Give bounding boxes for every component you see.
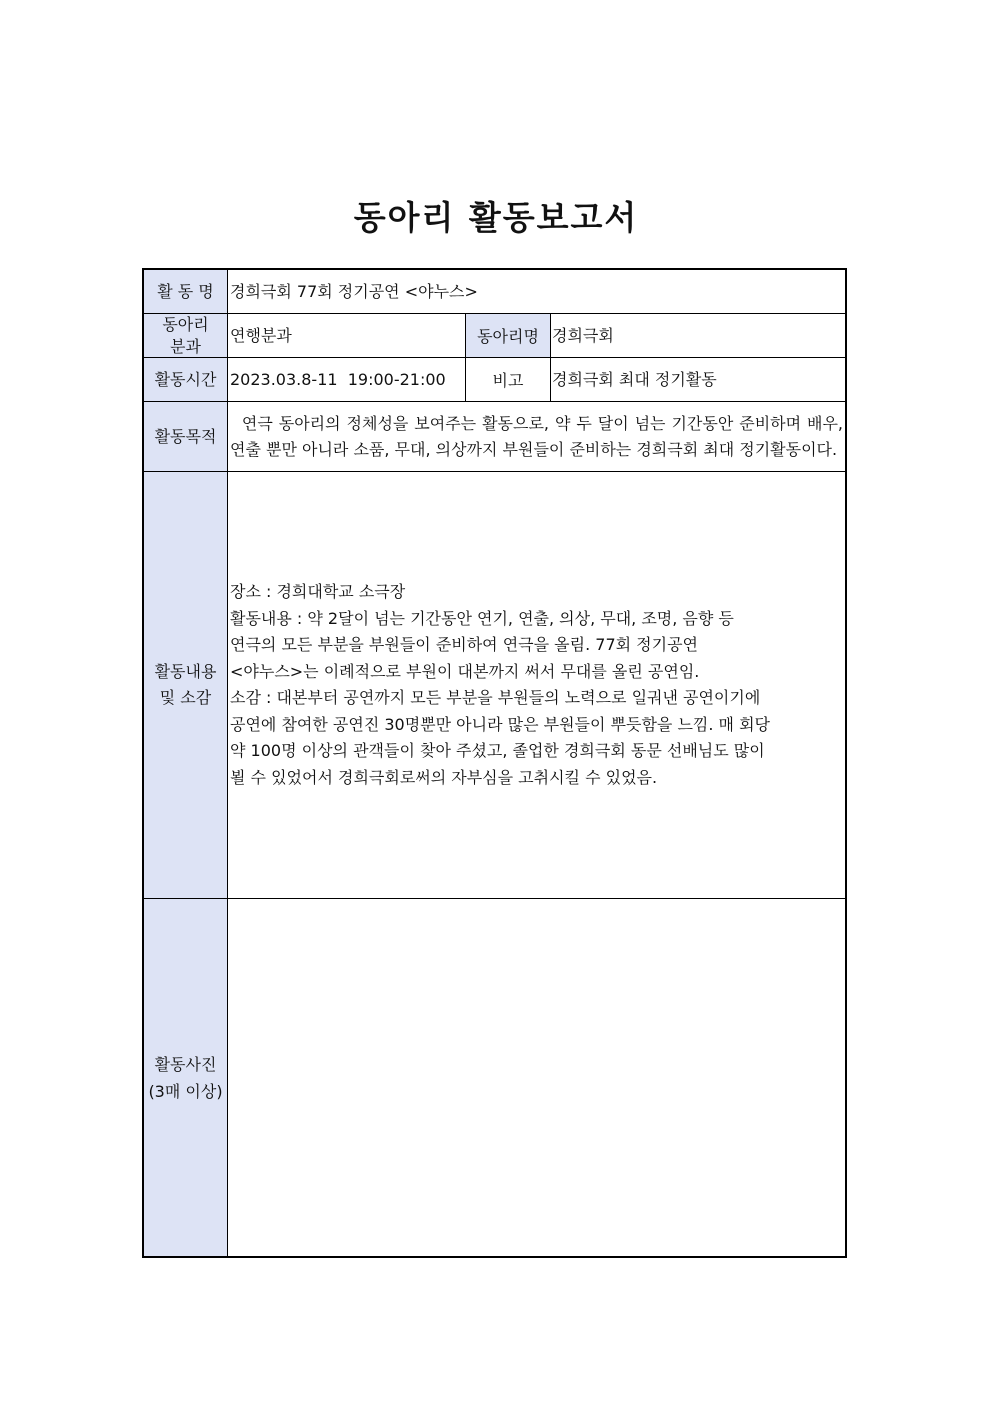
content-line: 장소 : 경희대학교 소극장: [230, 582, 406, 601]
label-content-line2: 및 소감: [159, 688, 212, 707]
content-line: 뵐 수 있었어서 경희극회로써의 자부심을 고취시킬 수 있었음.: [230, 767, 658, 787]
label-activity-time: 활동시간: [144, 358, 228, 401]
report-table: [142, 268, 847, 1258]
row-club-category: [144, 314, 845, 358]
activity-name-value[interactable]: 경희극회 77회 정기공연 <야누스>: [230, 281, 478, 301]
purpose-cell[interactable]: [229, 402, 849, 471]
label-activity-name: 활 동 명: [144, 270, 228, 313]
content-line: 활동내용 : 약 2달이 넘는 기간동안 연기, 연출, 의상, 무대, 조명, 음향 등: [230, 608, 734, 628]
activity-time-value[interactable]: 2023.03.8-11 19:00-21:00: [230, 369, 446, 389]
label-photos: [144, 899, 228, 1256]
label-content: [144, 472, 228, 898]
label-purpose: 활동목적: [144, 402, 228, 471]
note-value[interactable]: 경희극회 최대 정기활동: [552, 369, 717, 389]
label-note: 비고: [465, 358, 551, 401]
content-line: 약 100명 이상의 관객들이 찾아 주셨고, 졸업한 경희극회 동문 선배님도 많이: [230, 741, 765, 760]
photos-area[interactable]: [229, 899, 844, 1256]
purpose-value: 연극 동아리의 정체성을 보여주는 활동으로, 약 두 달이 넘는 기간동안 준비하며 배우, 연출 뿐만 아니라 소품, 무대, 의상까지 부원들이 준비하는 경희극회 최대 정기활동이다.: [230, 413, 849, 459]
label-photos-line1: 활동사진: [154, 1054, 217, 1074]
content-line: 연극의 모든 부분을 부원들이 준비하여 연극을 올림. 77회 정기공연: [230, 635, 698, 654]
label-photos-line2: (3매 이상): [148, 1081, 223, 1101]
row-photos: [144, 899, 845, 1256]
row-purpose: [144, 402, 849, 472]
label-club-category-line2: 분과: [170, 336, 201, 356]
club-category-value[interactable]: 연행분과: [230, 325, 292, 345]
content-line: <야누스>는 이례적으로 부원이 대본까지 써서 무대를 올린 공연임.: [230, 661, 700, 681]
club-name-value[interactable]: 경희극회: [552, 325, 614, 345]
label-club-category-line1: 동아리: [162, 314, 209, 334]
content-cell[interactable]: [229, 472, 844, 898]
document-title: 동아리 활동보고서: [353, 198, 639, 237]
content-line: 소감 : 대본부터 공연까지 모든 부분을 부원들의 노력으로 일궈낸 공연이기에: [230, 688, 761, 707]
label-club-name: 동아리명: [465, 314, 551, 357]
content-line: 공연에 참여한 공연진 30명뿐만 아니라 많은 부원들이 뿌듯함을 느낌. 매 회당: [230, 714, 770, 734]
label-content-line1: 활동내용: [154, 662, 217, 681]
row-activity-name: [144, 270, 845, 314]
label-club-category: [144, 314, 228, 357]
row-activity-time: [144, 358, 845, 402]
row-content: [144, 472, 845, 899]
